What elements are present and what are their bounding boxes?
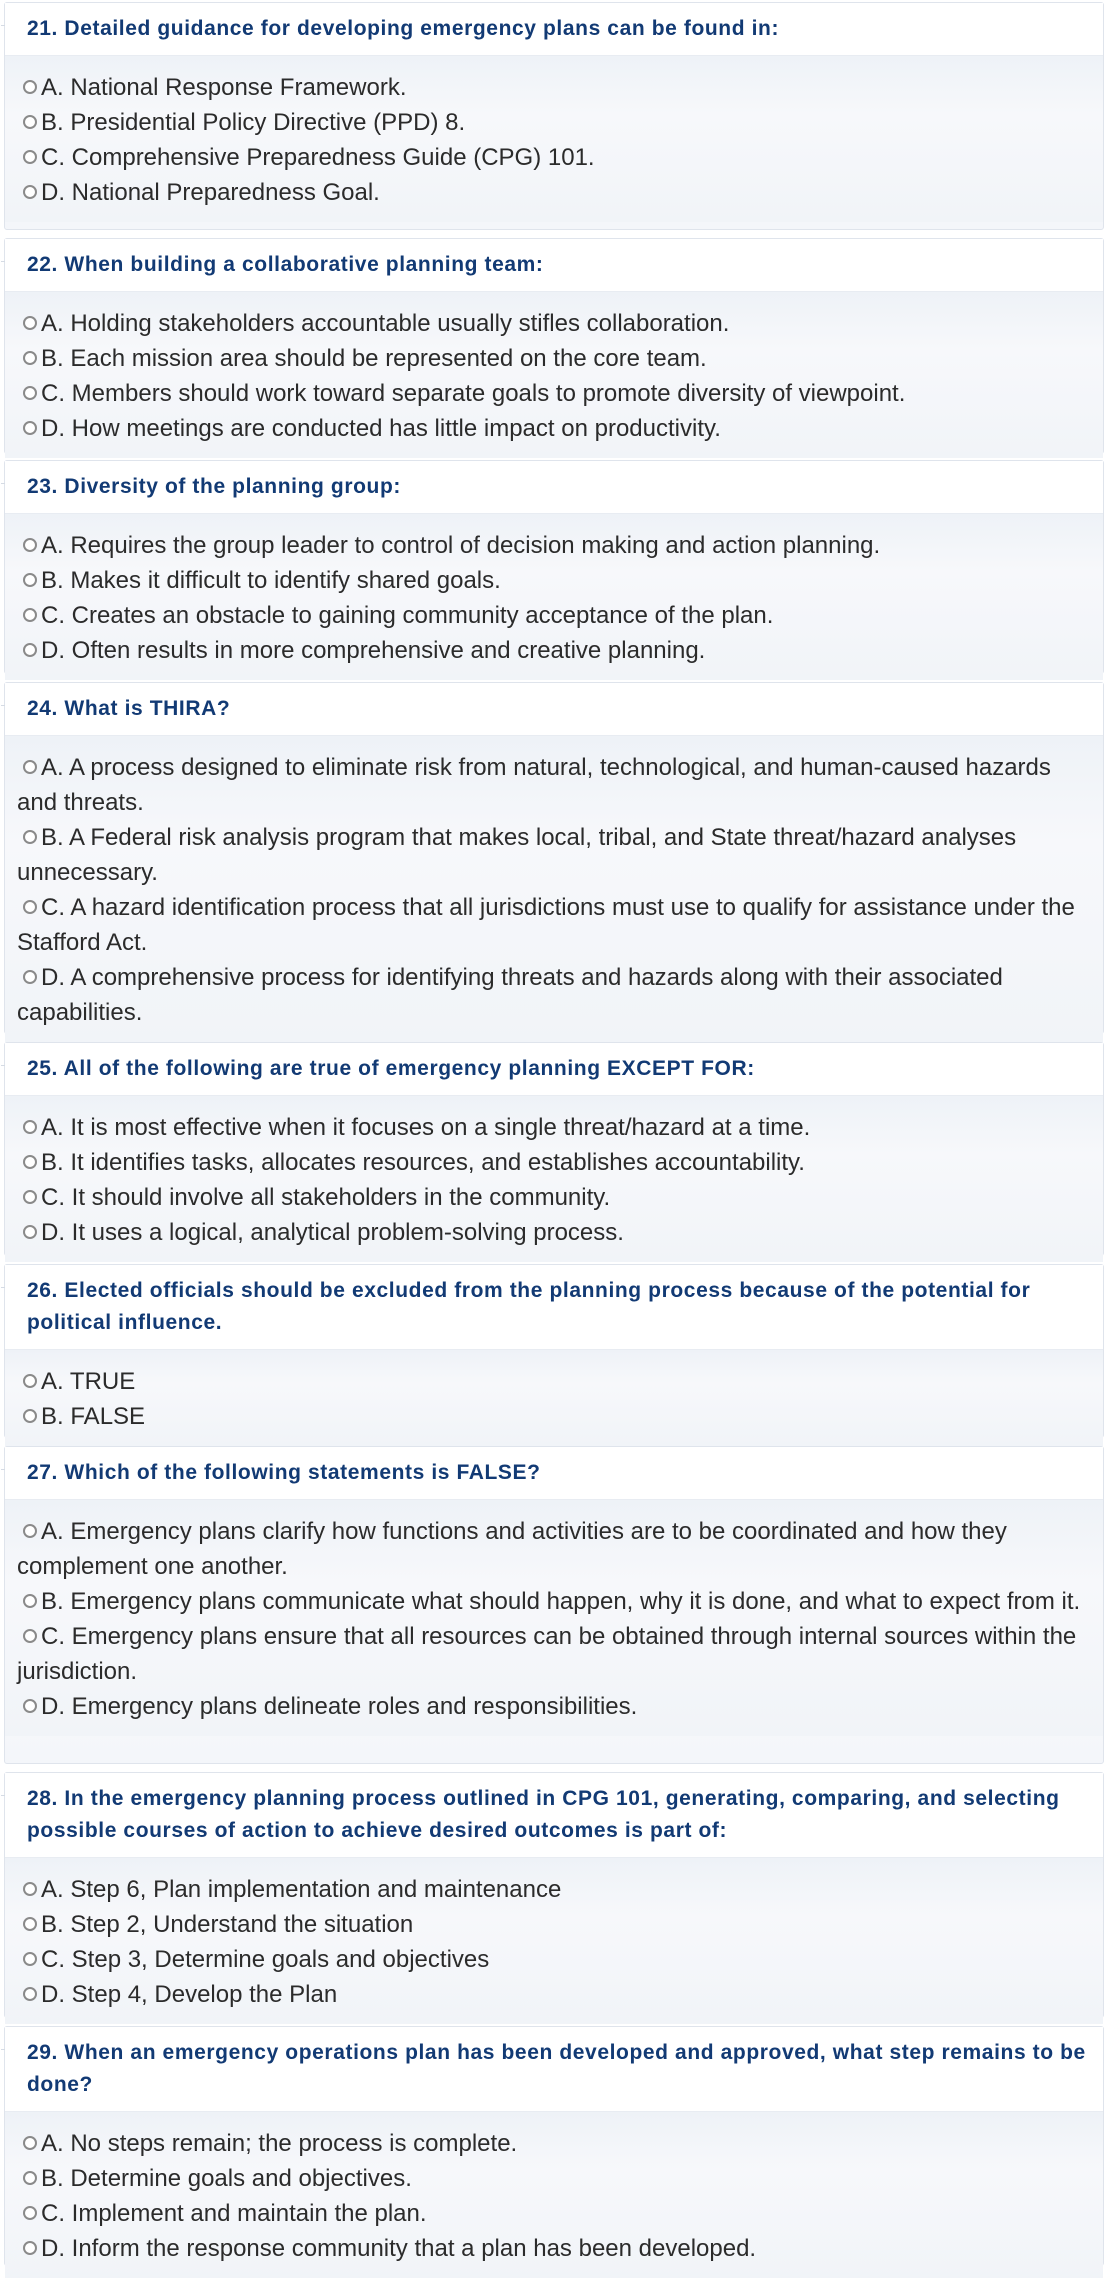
option-label: D. A comprehensive process for identifying threats and hazards along with their associated capabilities. bbox=[17, 964, 1003, 1026]
radio-unchecked-icon[interactable] bbox=[23, 1594, 37, 1608]
option-label: A. Emergency plans clarify how functions and activities are to be coordinated and how they complement one another. bbox=[17, 1518, 1007, 1580]
option-a[interactable] bbox=[17, 1110, 1095, 1145]
answer-options bbox=[5, 1857, 1103, 2024]
option-label: D. It uses a logical, analytical problem-solving process. bbox=[41, 1219, 624, 1246]
question-21 bbox=[4, 2, 1104, 230]
option-label: D. Step 4, Develop the Plan bbox=[41, 1981, 338, 2008]
option-label: A. A process designed to eliminate risk from natural, technological, and human-caused hazards and threats. bbox=[17, 754, 1051, 816]
option-d[interactable] bbox=[17, 411, 1095, 446]
option-b[interactable] bbox=[17, 820, 1095, 890]
option-label: B. Each mission area should be represented on the core team. bbox=[41, 345, 707, 372]
radio-unchecked-icon[interactable] bbox=[23, 115, 37, 129]
question-title: 26. Elected officials should be excluded from the planning process because of the potential for political influence. bbox=[5, 1265, 1103, 1349]
option-d[interactable] bbox=[17, 1215, 1095, 1250]
radio-unchecked-icon[interactable] bbox=[23, 386, 37, 400]
question-title: 27. Which of the following statements is FALSE? bbox=[5, 1447, 1103, 1499]
option-d[interactable] bbox=[17, 1977, 1095, 2012]
option-c[interactable] bbox=[17, 598, 1095, 633]
option-label: B. Emergency plans communicate what should happen, why it is done, and what to expect from it. bbox=[41, 1588, 1081, 1615]
option-label: B. A Federal risk analysis program that makes local, tribal, and State threat/hazard analyses unnecessary. bbox=[17, 824, 1017, 886]
question-23 bbox=[4, 460, 1104, 674]
answer-options bbox=[5, 291, 1103, 458]
radio-unchecked-icon[interactable] bbox=[23, 2206, 37, 2220]
radio-unchecked-icon[interactable] bbox=[23, 1409, 37, 1423]
option-a[interactable] bbox=[17, 2126, 1095, 2161]
option-label: C. Implement and maintain the plan. bbox=[41, 2200, 427, 2227]
radio-unchecked-icon[interactable] bbox=[23, 1699, 37, 1713]
radio-unchecked-icon[interactable] bbox=[23, 900, 37, 914]
radio-unchecked-icon[interactable] bbox=[23, 2171, 37, 2185]
answer-options bbox=[5, 513, 1103, 680]
question-title: 29. When an emergency operations plan has been developed and approved, what step remains to be done? bbox=[5, 2027, 1103, 2111]
radio-unchecked-icon[interactable] bbox=[23, 1225, 37, 1239]
radio-unchecked-icon[interactable] bbox=[23, 1155, 37, 1169]
radio-unchecked-icon[interactable] bbox=[23, 1524, 37, 1538]
option-label: D. Emergency plans delineate roles and responsibilities. bbox=[41, 1693, 638, 1720]
option-label: C. Creates an obstacle to gaining community acceptance of the plan. bbox=[41, 602, 774, 629]
option-label: B. Makes it difficult to identify shared goals. bbox=[41, 567, 501, 594]
question-28 bbox=[4, 1772, 1104, 2018]
radio-unchecked-icon[interactable] bbox=[23, 2241, 37, 2255]
radio-unchecked-icon[interactable] bbox=[23, 1917, 37, 1931]
question-29 bbox=[4, 2026, 1104, 2266]
option-label: A. Step 6, Plan implementation and maintenance bbox=[41, 1876, 562, 1903]
question-title: 22. When building a collaborative planning team: bbox=[5, 239, 1103, 291]
option-d[interactable] bbox=[17, 175, 1095, 210]
radio-unchecked-icon[interactable] bbox=[23, 1987, 37, 2001]
option-b[interactable] bbox=[17, 2161, 1095, 2196]
radio-unchecked-icon[interactable] bbox=[23, 1374, 37, 1388]
radio-unchecked-icon[interactable] bbox=[23, 1882, 37, 1896]
radio-unchecked-icon[interactable] bbox=[23, 80, 37, 94]
radio-unchecked-icon[interactable] bbox=[23, 2136, 37, 2150]
radio-unchecked-icon[interactable] bbox=[23, 643, 37, 657]
question-title: 21. Detailed guidance for developing emergency plans can be found in: bbox=[5, 3, 1103, 55]
option-label: B. Presidential Policy Directive (PPD) 8. bbox=[41, 109, 466, 136]
answer-options bbox=[5, 2111, 1103, 2278]
radio-unchecked-icon[interactable] bbox=[23, 970, 37, 984]
question-22 bbox=[4, 238, 1104, 454]
answer-options bbox=[5, 735, 1103, 1042]
option-label: A. TRUE bbox=[41, 1368, 136, 1395]
question-title: 23. Diversity of the planning group: bbox=[5, 461, 1103, 513]
option-b[interactable] bbox=[17, 1907, 1095, 1942]
option-a[interactable] bbox=[17, 528, 1095, 563]
option-label: D. Often results in more comprehensive and creative planning. bbox=[41, 637, 706, 664]
option-label: C. Members should work toward separate goals to promote diversity of viewpoint. bbox=[41, 380, 906, 407]
option-label: A. No steps remain; the process is complete. bbox=[41, 2130, 518, 2157]
radio-unchecked-icon[interactable] bbox=[23, 1629, 37, 1643]
option-label: C. A hazard identification process that all jurisdictions must use to qualify for assistance under the Stafford Act. bbox=[17, 894, 1075, 956]
radio-unchecked-icon[interactable] bbox=[23, 1190, 37, 1204]
question-26 bbox=[4, 1264, 1104, 1438]
option-a[interactable] bbox=[17, 750, 1095, 820]
option-label: C. Comprehensive Preparedness Guide (CPG) 101. bbox=[41, 144, 595, 171]
option-label: B. FALSE bbox=[41, 1403, 146, 1430]
option-label: D. National Preparedness Goal. bbox=[41, 179, 380, 206]
option-label: C. Emergency plans ensure that all resources can be obtained through internal sources within the jurisdiction. bbox=[17, 1623, 1077, 1685]
option-c[interactable] bbox=[17, 1180, 1095, 1215]
option-label: B. It identifies tasks, allocates resources, and establishes accountability. bbox=[41, 1149, 805, 1176]
option-a[interactable] bbox=[17, 1514, 1095, 1584]
option-c[interactable] bbox=[17, 1942, 1095, 1977]
option-d[interactable] bbox=[17, 960, 1095, 1030]
question-24 bbox=[4, 682, 1104, 1034]
radio-unchecked-icon[interactable] bbox=[23, 830, 37, 844]
option-c[interactable] bbox=[17, 376, 1095, 411]
option-a[interactable] bbox=[17, 306, 1095, 341]
radio-unchecked-icon[interactable] bbox=[23, 1952, 37, 1966]
option-c[interactable] bbox=[17, 140, 1095, 175]
option-c[interactable] bbox=[17, 1619, 1095, 1689]
answer-options bbox=[5, 55, 1103, 222]
question-title: 24. What is THIRA? bbox=[5, 683, 1103, 735]
option-label: C. Step 3, Determine goals and objectives bbox=[41, 1946, 490, 1973]
radio-unchecked-icon[interactable] bbox=[23, 351, 37, 365]
radio-unchecked-icon[interactable] bbox=[23, 573, 37, 587]
question-27 bbox=[4, 1446, 1104, 1764]
question-title: 25. All of the following are true of emergency planning EXCEPT FOR: bbox=[5, 1043, 1103, 1095]
answer-options bbox=[5, 1095, 1103, 1262]
option-b[interactable] bbox=[17, 105, 1095, 140]
question-25 bbox=[4, 1042, 1104, 1256]
answer-options bbox=[5, 1499, 1103, 1736]
option-d[interactable] bbox=[17, 2231, 1095, 2266]
option-d[interactable] bbox=[17, 1689, 1095, 1724]
option-label: A. National Response Framework. bbox=[41, 74, 407, 101]
option-b[interactable] bbox=[17, 563, 1095, 598]
option-label: A. It is most effective when it focuses on a single threat/hazard at a time. bbox=[41, 1114, 811, 1141]
radio-unchecked-icon[interactable] bbox=[23, 608, 37, 622]
option-b[interactable] bbox=[17, 1584, 1095, 1619]
option-b[interactable] bbox=[17, 341, 1095, 376]
option-b[interactable] bbox=[17, 1145, 1095, 1180]
radio-unchecked-icon[interactable] bbox=[23, 150, 37, 164]
option-c[interactable] bbox=[17, 2196, 1095, 2231]
radio-unchecked-icon[interactable] bbox=[23, 538, 37, 552]
option-label: C. It should involve all stakeholders in the community. bbox=[41, 1184, 611, 1211]
option-label: B. Determine goals and objectives. bbox=[41, 2165, 412, 2192]
option-a[interactable] bbox=[17, 70, 1095, 105]
option-label: A. Holding stakeholders accountable usually stifles collaboration. bbox=[41, 310, 730, 337]
question-title: 28. In the emergency planning process outlined in CPG 101, generating, comparing, and selecting possible courses of action to achieve desired outcomes is part of: bbox=[5, 1773, 1103, 1857]
option-label: B. Step 2, Understand the situation bbox=[41, 1911, 414, 1938]
radio-unchecked-icon[interactable] bbox=[23, 421, 37, 435]
radio-unchecked-icon[interactable] bbox=[23, 1120, 37, 1134]
option-b[interactable] bbox=[17, 1399, 1095, 1434]
option-label: D. Inform the response community that a plan has been developed. bbox=[41, 2235, 757, 2262]
option-label: D. How meetings are conducted has little impact on productivity. bbox=[41, 415, 721, 442]
option-a[interactable] bbox=[17, 1364, 1095, 1399]
radio-unchecked-icon[interactable] bbox=[23, 316, 37, 330]
option-a[interactable] bbox=[17, 1872, 1095, 1907]
option-c[interactable] bbox=[17, 890, 1095, 960]
option-label: A. Requires the group leader to control of decision making and action planning. bbox=[41, 532, 881, 559]
radio-unchecked-icon[interactable] bbox=[23, 185, 37, 199]
answer-options bbox=[5, 1349, 1103, 1446]
radio-unchecked-icon[interactable] bbox=[23, 760, 37, 774]
option-d[interactable] bbox=[17, 633, 1095, 668]
